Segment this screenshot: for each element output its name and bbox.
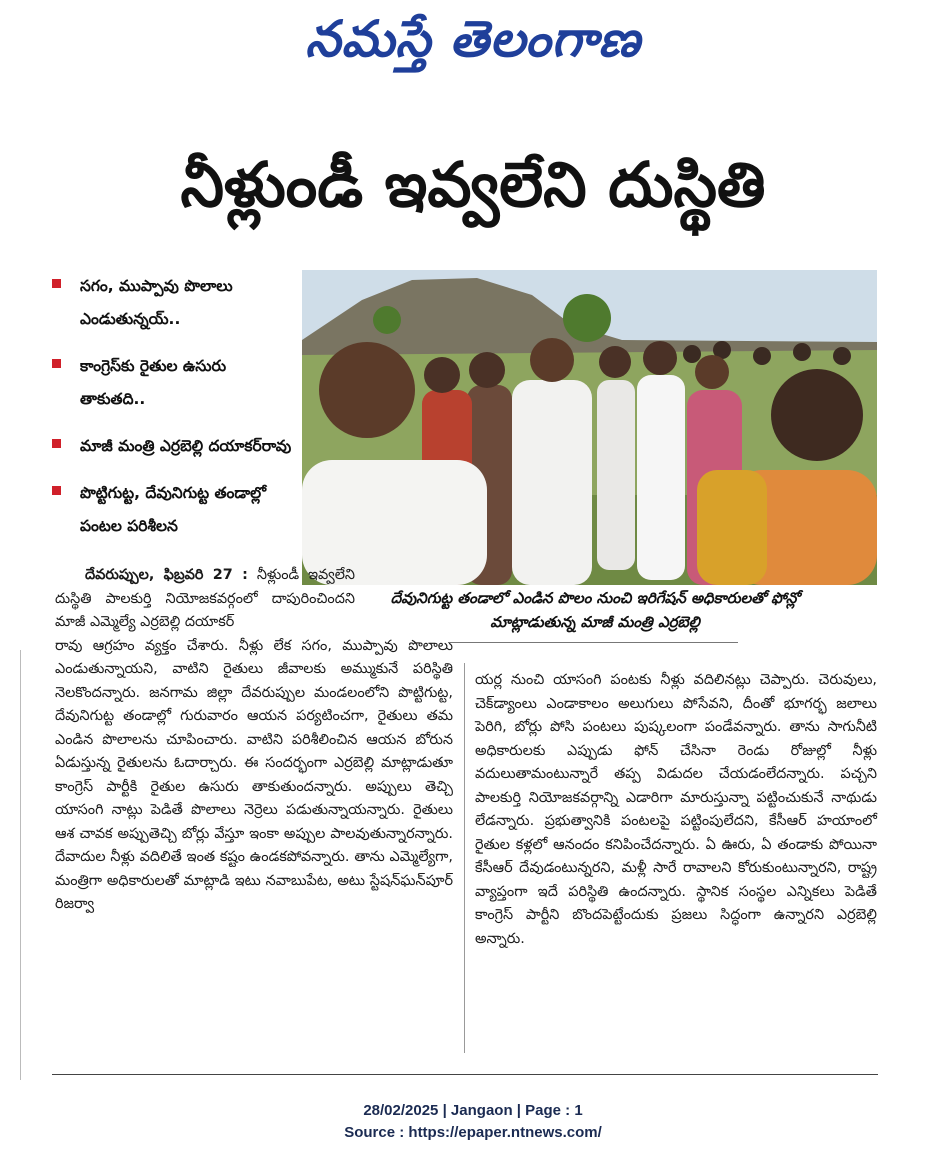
highlight-bullet xyxy=(52,270,294,336)
article-body-right: యర్ల నుంచి యాసంగి పంటకు నీళ్లు వదిలినట్లు చెప్పారు. చెరువులు, చెక్‌డ్యాంలు ఎండాకాలం అలుగులు పోసేవని, దీంతో భూగర్భ జలాలు పెరిగి, బోర్లు పోసి పంటలు పుష్కలంగా పండేవన్నారు. తాను సాగునీటి అధికారులకు ఎప్పుడు ఫోన్ చేసినా రెండు రోజుల్లో నీళ్లు వదులుతామంటున్నారే తప్ప విడుదల చేయడంలేదన్నారు. పచ్చని పాలకుర్తి నియోజకవర్గాన్ని ఎడారిగా మారుస్తున్నా పట్టించుకునే నాథుడు లేడన్నారు. ప్రభుత్వానికి పంటలపై పట్టింపులేదని, కేసీఆర్ హయాంలో రైతుల కళ్లలో ఆనందం కనిపించేదన్నారు. ఏ ఊరు, ఏ తండాకు పోయినా కేసీఆర్ దేవుడంటున్నరని, మళ్లీ సారే రావాలని కోరుకుంటున్నారని, రాష్ట్ర వ్యాప్తంగా ఇదే పరిస్థితి ఉందన్నారు. స్థానిక సంస్థల ఎన్నికలు పెడితే కాంగ్రెస్ పార్టీని బొందపెట్టేందుకు ప్రజలు సిద్ధంగా ఉన్నారని ఎర్రబెల్లి అన్నారు. xyxy=(475,672,877,947)
bullet-marker xyxy=(52,486,61,495)
bullet-marker xyxy=(52,359,61,368)
bullet-text: సగం, ముప్పావు పొలాలు ఎండుతున్నయ్.. xyxy=(80,277,233,328)
source-link[interactable]: Source : https://epaper.ntnews.com/ xyxy=(344,1124,602,1141)
photo-caption: దేవునిగుట్ట తండాలో ఎండిన పొలం నుంచి ఇరిగేషన్ అధికారులతో ఫోన్లో మాట్లాడుతున్న మాజీ మంత్రి ఎర్రబెల్లి xyxy=(390,589,800,631)
article-dateline: దేవరుప్పుల, ఫిబ్రవరి 27 : xyxy=(85,567,248,583)
article-lead-text: నీళ్లుండీ ఇవ్వలేని దుస్థితి పాలకుర్తి నియోజకవర్గంలో దాపురించిందని మాజీ ఎమ్మెల్యే ఎర్రబెల్లి దయాకర్ xyxy=(55,567,356,630)
edition-info: 28/02/2025 | Jangaon | Page : 1 xyxy=(363,1102,583,1119)
bullet-marker xyxy=(52,279,61,288)
column-divider xyxy=(464,663,465,1053)
page-margin-line xyxy=(20,650,21,1080)
highlight-bullet xyxy=(52,477,294,543)
bullet-marker xyxy=(52,439,61,448)
newspaper-masthead: నమస్తే తెలంగాణ xyxy=(305,10,641,68)
caption-underline xyxy=(448,642,738,643)
article-headline: నీళ్లుండీ ఇవ్వలేని దుస్థితి xyxy=(180,148,766,221)
lead-paragraph xyxy=(55,564,355,635)
page-footer xyxy=(0,1100,946,1144)
highlight-bullets xyxy=(52,270,294,557)
bullet-text: పొట్టిగుట్ట, దేవునిగుట్ట తండాల్లో పంటల పరిశీలన xyxy=(80,484,267,535)
article-body-left: రావు ఆగ్రహం వ్యక్తం చేశారు. నీళ్లు లేక సగం, ముప్పావు పొలాలు ఎండుతున్నాయని, వాటిని రైతులు జీవాలకు అమ్ముకునే పరిస్థితి నెలకొందన్నారు. జనగామ జిల్లా దేవరుప్పుల మండలంలోని పొట్టిగుట్ట, దేవునిగుట్ట తండాల్లో గురువారం ఆయన పర్యటించగా, రైతులు తమ ఎండిన పొలాలను చూపించారు. వాటిని పరిశీలించిన ఆయన బోరున ఏడుస్తున్న రైతులను ఓదార్చారు. ఈ సందర్భంగా ఎర్రబెల్లి మాట్లాడుతూ కాంగ్రెస్ పార్టీకి రైతుల ఉసురు తాకుతుందన్నారు. అప్పులు తెచ్చి యాసంగి నాట్లు పెడితే పొలాలు నెర్రెలు పడుతున్నాయన్నారు. రైతులు ఆశ చావక అప్పుతెచ్చి బోర్లు వేస్తూ ఇంకా అప్పుల పాలవుతున్నారన్నారు. దేవాదుల నీళ్లు వదిలితే ఇంత కష్టం ఉండకపోవన్నారు. తాను ఎమ్మెల్యేగా, మంత్రిగా అధికారులతో మాట్లాడి ఇటు నవాబుపేట, అటు స్టేషన్‌ఘన్‌పూర్ రిజర్వా xyxy=(55,637,453,912)
bullet-text: కాంగ్రెస్‌కు రైతుల ఉసురు తాకుతది.. xyxy=(80,357,227,408)
article-column-left xyxy=(55,564,453,917)
article-column-right xyxy=(475,669,877,951)
highlight-bullet xyxy=(52,430,294,463)
news-photo xyxy=(302,270,877,585)
bullet-text: మాజీ మంత్రి ఎర్రబెల్లి దయాకర్‌రావు xyxy=(80,437,292,455)
news-photo-illustration xyxy=(302,270,877,585)
highlight-bullet xyxy=(52,350,294,416)
footer-rule xyxy=(52,1074,878,1075)
